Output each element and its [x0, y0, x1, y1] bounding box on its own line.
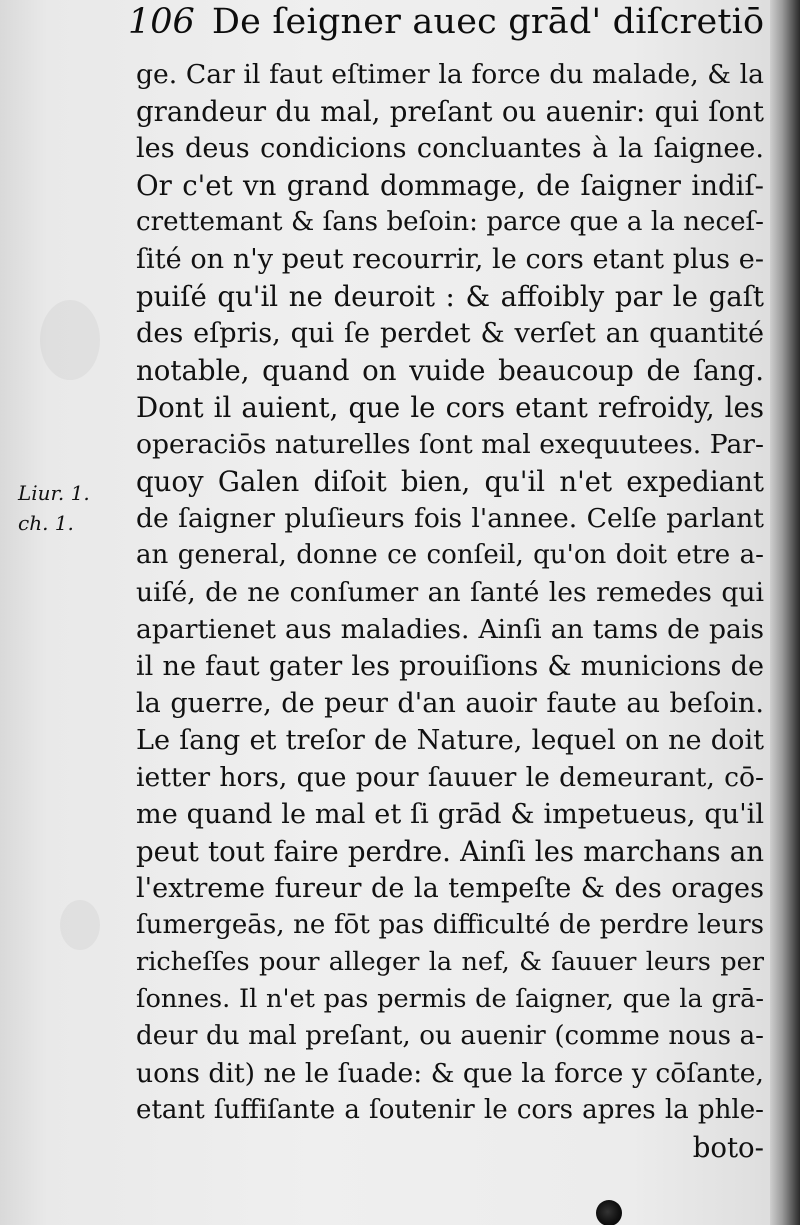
text-line: peut tout faire perdre. Ainſi les marchans an — [136, 835, 764, 868]
body-text — [136, 56, 764, 1166]
text-line: ſumergeās, ne fōt pas difficulté de perdre leurs — [136, 910, 764, 940]
text-line: notable, quand on vuide beaucoup de ſang. — [136, 354, 764, 387]
page-header — [128, 2, 768, 50]
ink-spot — [596, 1200, 622, 1225]
marginal-note — [18, 478, 118, 538]
text-line: crettemant & ſans beſoin: parce que a la neceſ- — [136, 207, 764, 237]
text-line: la guerre, de peur d'an auoir faute au beſoin. — [136, 688, 764, 719]
text-line: les deus condicions concluantes à la ſaignee. — [136, 133, 764, 164]
text-line: puiſé qu'il ne deuroit : & affoibly par le gaſt — [136, 280, 764, 313]
text-line: il ne faut gater les prouiſions & municions de — [136, 651, 764, 682]
paper-stain — [60, 900, 100, 950]
text-line: apartienet aus maladies. Ainſi an tams de pais — [136, 614, 764, 645]
text-line: Or c'et vn grand dommage, de ſaigner indiſ- — [136, 169, 764, 202]
text-line: quoy Galen diſoit bien, qu'il n'et expediant — [136, 465, 764, 498]
text-line: ſité on n'y peut recourrir, le cors etant plus e- — [136, 244, 764, 275]
text-line: richeſſes pour alleger la nef, & ſauuer leurs per — [136, 947, 764, 977]
text-line: uiſé, de ne conſumer an ſanté les remedes qui — [136, 577, 764, 608]
text-line: grandeur du mal, preſant ou auenir: qui ſont — [136, 95, 764, 128]
text-line: ſonnes. Il n'et pas permis de ſaigner, que la grā- — [136, 984, 764, 1014]
text-line: des eſpris, qui ſe perdet & verſet an quantité — [136, 318, 764, 349]
page-number: 106 — [128, 2, 195, 42]
text-line: uons dit) ne le ſuade: & que la force y cōſante, — [136, 1058, 764, 1089]
text-line: l'extreme fureur de la tempeſte & des orages — [136, 873, 764, 904]
text-line: me quand le mal et ſi grād & impetueus, qu'il — [136, 799, 764, 830]
text-line: deur du mal preſant, ou auenir (comme nous a- — [136, 1021, 764, 1051]
text-line: Le ſang et treſor de Nature, lequel on ne doit — [136, 725, 764, 756]
marginal-note-line: Liur. 1. — [18, 481, 90, 505]
marginal-note-line: ch. 1. — [18, 511, 74, 535]
catchword: boto- — [692, 1131, 764, 1164]
text-line: ietter hors, que pour ſauuer le demeurant, cō- — [136, 762, 764, 793]
text-line: etant ſuffiſante a ſoutenir le cors apres la phle- — [136, 1095, 764, 1125]
page-gutter-edge — [770, 0, 800, 1225]
text-line: ge. Car il faut eſtimer la force du malade, & la — [136, 59, 764, 90]
text-line: an general, donne ce conſeil, qu'on doit etre a- — [136, 540, 764, 570]
text-line: operaciōs naturelles ſont mal exequutees. Par- — [136, 429, 764, 460]
text-line: Dont il auient, que le cors etant refroidy, les — [136, 391, 764, 424]
paper-stain — [40, 300, 100, 380]
text-line: de ſaigner pluſieurs fois l'annee. Celſe parlant — [136, 503, 764, 534]
running-head: De ſeigner auec grād' diſcretiō — [211, 2, 765, 42]
